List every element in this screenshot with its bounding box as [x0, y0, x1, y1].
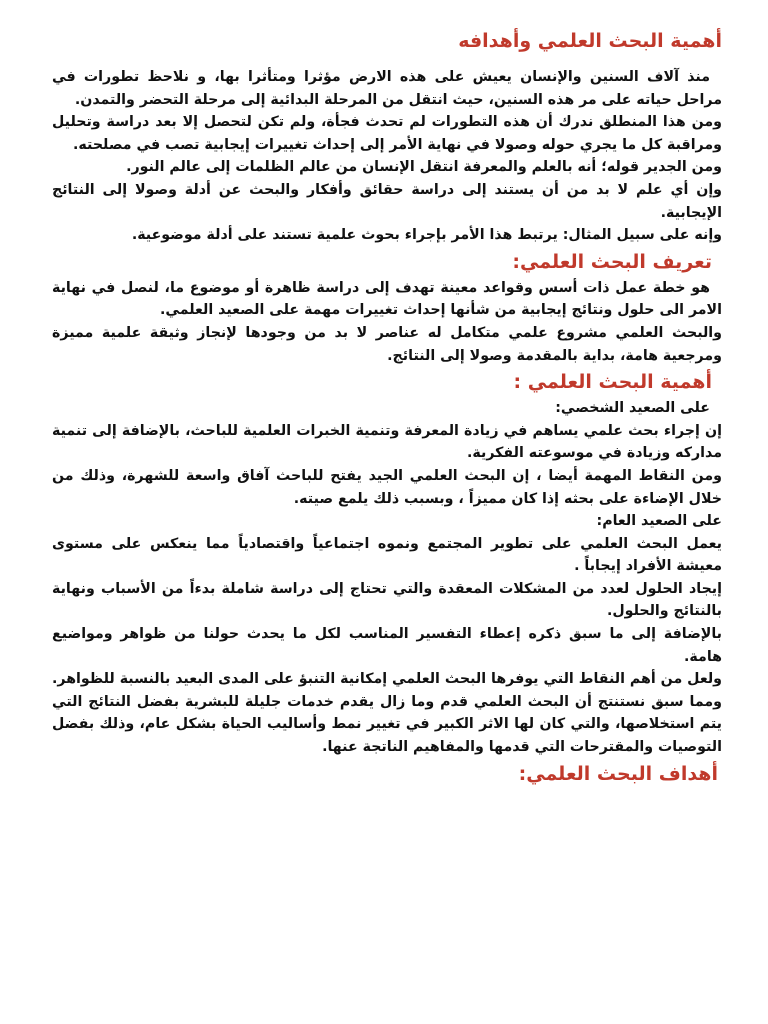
objectives-heading: أهداف البحث العلمي: — [518, 762, 718, 785]
intro-paragraph-2: ومن هذا المنطلق ندرك أن هذه التطورات لم تحدث فجأة، ولم تكن لتحصل إلا بعد دراسة وتحليل ومراقبة كل ما يجري حوله وصولا في نهاية الأمر إلى إحداث تغييرات إيجابية تصب في مصلحته. — [52, 114, 722, 153]
importance-subheading-general: على الصعيد العام: — [596, 513, 722, 530]
intro-paragraph-5: وإنه على سبيل المثال: يرتبط هذا الأمر بإجراء بحوث علمية تستند على أدلة موضوعية. — [131, 227, 722, 244]
intro-paragraph-3: ومن الجدير قوله؛ أنه بالعلم والمعرفة انتقل الإنسان من عالم الظلمات إلى عالم النور. — [126, 159, 722, 176]
importance-paragraph-5: بالإضافة إلى ما سبق ذكره إعطاء التفسير المناسب لكل ما يحدث حولنا من ظواهر ومواضيع هامة. — [52, 626, 722, 665]
importance-paragraph-3: يعمل البحث العلمي على تطوير المجتمع ونموه اجتماعياً واقتصادياً مما ينعكس على مستوى معيشة الأفراد إيجاباً . — [52, 535, 722, 575]
importance-subheading-personal: على الصعيد الشخصي: — [555, 400, 710, 417]
importance-paragraph-7: ومما سبق نستنتج أن البحث العلمي قدم وما زال يقدم خدمات جليلة للبشرية بفضل النتائج التي يتم استخلاصها، والتي كان لها الاثر الكبير في تغيير نمط وأساليب الحياة بشكل عام، وذلك بفضل التوصيات والمقترحات التي قدمها والمفاهيم الناتجة عنها. — [52, 693, 722, 756]
intro-paragraph-4: وإن أي علم لا بد من أن يستند إلى دراسة حقائق وأفكار والبحث عن أدلة وصولا إلى النتائج الإيجابية. — [52, 181, 722, 221]
importance-paragraph-6: ولعل من أهم النقاط التي يوفرها البحث العلمي إمكانية التنبؤ على المدى البعيد بالنسبة للظواهر. — [52, 671, 722, 688]
intro-section — [52, 66, 722, 247]
definition-paragraph-1: هو خطة عمل ذات أسس وقواعد معينة تهدف إلى دراسة ظاهرة أو موضوع ما، لنصل في نهاية الامر الى حلول ونتائج إيجابية من شأنها إحداث تغييرات مهمة على الصعيد العلمي. — [52, 279, 722, 319]
intro-paragraph-1: منذ آلاف السنين والإنسان يعيش على هذه الارض مؤثرا ومتأثرا بها، و نلاحظ تطورات في مراحل حياته على مر هذه السنين، حيث انتقل من المرحلة البدائية إلى مرحلة التحضر والتمدن. — [52, 69, 722, 108]
importance-section — [52, 397, 722, 759]
importance-paragraph-1: إن إجراء بحث علمي يساهم في زيادة المعرفة وتنمية الخبرات العلمية للباحث، بالإضافة إلى تنمية مداركه وزيادة في موسوعته الفكرية. — [52, 422, 722, 462]
page-title: أهمية البحث العلمي وأهدافه — [458, 30, 722, 52]
importance-paragraph-2: ومن النقاط المهمة أيضا ، إن البحث العلمي الجيد يفتح للباحث آفاق واسعة للشهرة، وذلك من خلال الإضاءة على بحثه إذا كان مميزاً ، وبسبب ذلك يلمع صيته. — [52, 467, 722, 507]
document-page — [52, 22, 722, 787]
definition-heading: تعريف البحث العلمي: — [512, 250, 712, 273]
importance-paragraph-4: إيجاد الحلول لعدد من المشكلات المعقدة والتي تحتاج إلى دراسة شاملة بدءاً من الأسباب ونهاية بالنتائج والحلول. — [52, 580, 722, 620]
definition-section — [52, 277, 722, 367]
definition-paragraph-2: والبحث العلمي مشروع علمي متكامل له عناصر لا بد من وجودها لإنجاز وثيقة علمية مميزة ومرجعية هامة، بداية بالمقدمة وصولا إلى النتائج. — [52, 324, 722, 364]
importance-heading: أهمية البحث العلمي : — [513, 371, 712, 394]
